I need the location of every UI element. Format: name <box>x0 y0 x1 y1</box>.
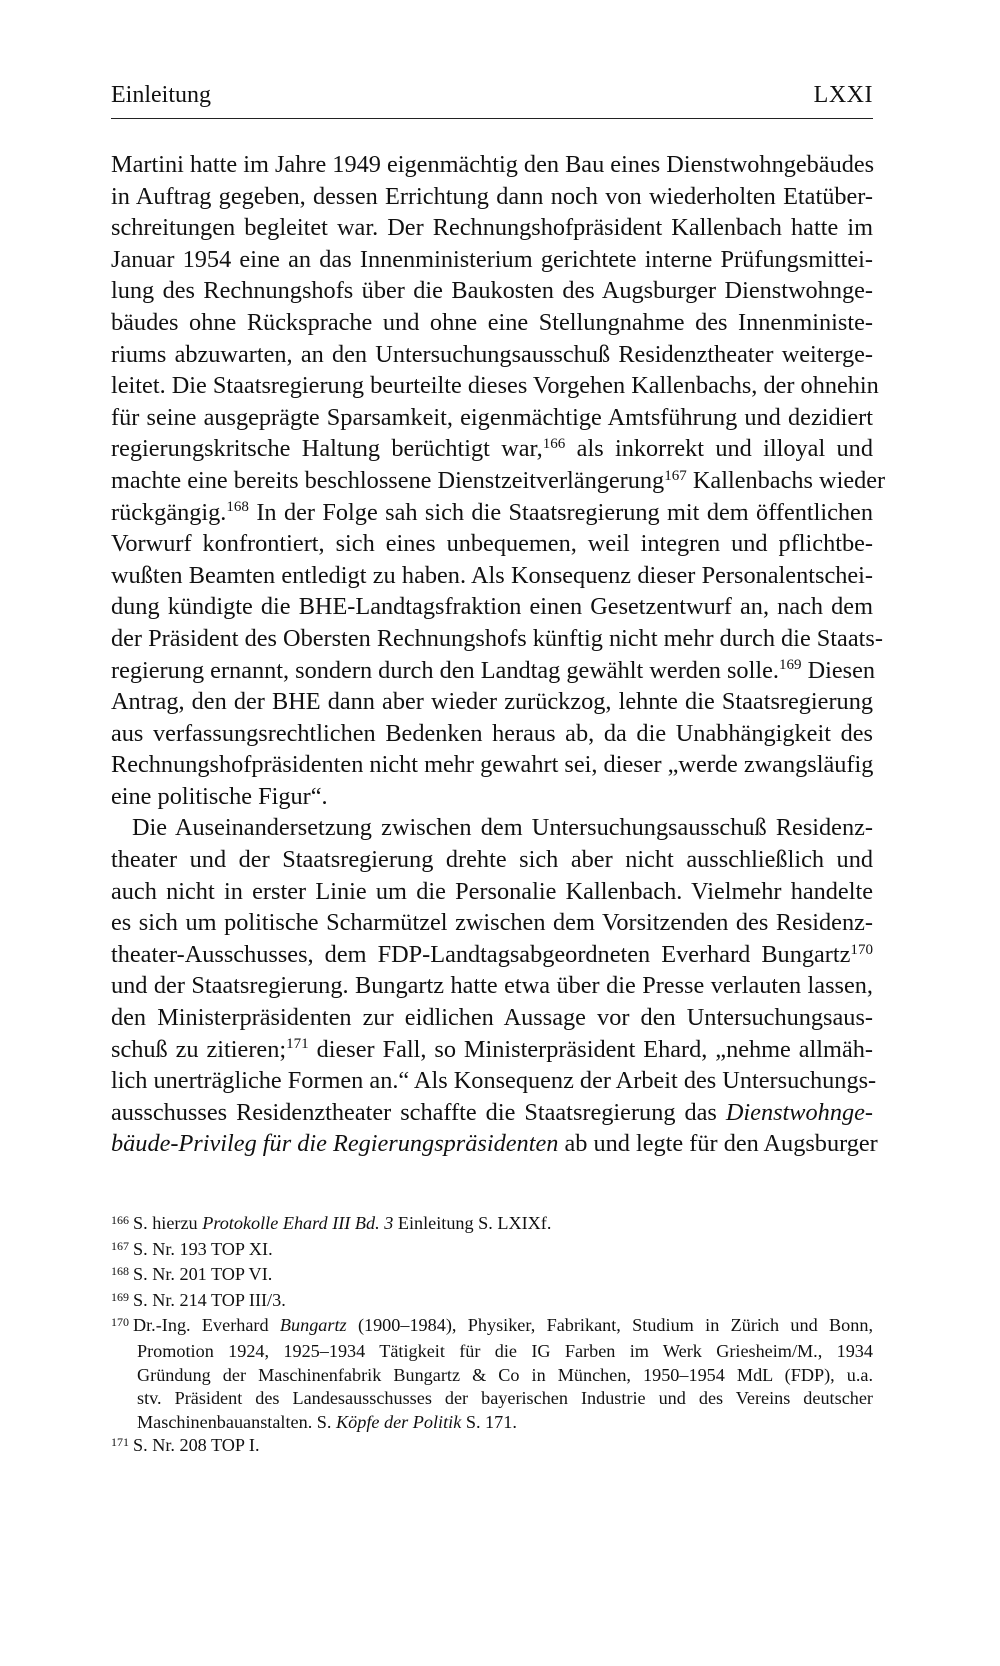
text-span: S. Nr. 214 TOP III/3. <box>133 1289 286 1310</box>
text-line <box>111 433 873 465</box>
text-line <box>111 1128 878 1160</box>
text-line: auch nicht in erster Linie um die Personalie Kallenbach. Vielmehr handelte <box>111 877 873 905</box>
text-line: riums abzuwarten, an den Untersuchungsausschuß Residenztheater weiterge- <box>111 340 873 368</box>
text-line: lich unerträgliche Formen an.“ Als Konsequenz der Arbeit des Untersuchungs- <box>111 1067 877 1095</box>
section-title: Einleitung <box>111 82 211 108</box>
text-span: als inkorrekt und illoyal und <box>565 435 873 463</box>
footnote-ref-171[interactable]: 171 <box>286 1036 309 1053</box>
text-line: eine politische Figur“. <box>111 782 328 810</box>
italic-span: bäude-Privileg für die Regierungspräsidenten <box>111 1130 559 1158</box>
text-line: lung des Rechnungshofs über die Baukosten des Augsburger Dienstwohnge- <box>111 277 873 305</box>
footnote-170-line <box>111 1411 873 1435</box>
text-line: schreitungen begleitet war. Der Rechnungshofpräsident Kallenbach hatte im <box>111 214 873 242</box>
footnote-170-line: Promotion 1924, 1925–1934 Tätigkeit für die IG Farben im Werk Griesheim/M., 1934 <box>137 1340 873 1361</box>
text-span: schuß zu zitieren; <box>111 1035 287 1063</box>
text-span: Diesen <box>801 656 876 684</box>
text-span: rückgängig. <box>111 498 227 526</box>
text-line: es sich um politische Scharmützel zwischen dem Vorsitzenden des Residenz- <box>111 909 873 937</box>
italic-span: Köpfe der Politik <box>336 1411 462 1432</box>
text-span: S. Nr. 193 TOP XI. <box>133 1238 273 1259</box>
footnote-ref-166[interactable]: 166 <box>542 436 566 453</box>
footnote-number: 170 <box>111 1315 129 1330</box>
footnote-166 <box>111 1212 873 1238</box>
page-number: LXXI <box>813 82 873 108</box>
footnote-ref-169[interactable]: 169 <box>778 657 802 674</box>
text-line: wußten Beamten entledigt zu haben. Als Konsequenz dieser Personalentschei- <box>111 561 873 589</box>
text-span: (1900–1984), Physiker, Fabrikant, Studium in Zürich und Bonn, <box>346 1315 874 1336</box>
text-line <box>111 939 873 971</box>
text-span: dieser Fall, so Ministerpräsident Ehard, „nehme allmäh- <box>308 1035 873 1063</box>
text-span: In der Folge sah sich die Staatsregierung mit dem öffentlichen <box>248 498 873 526</box>
footnote-169 <box>111 1289 873 1315</box>
text-span: Einleitung S. LXIXf. <box>393 1213 552 1233</box>
text-line: dung kündigte die BHE-Landtagsfraktion einen Gesetzentwurf an, nach dem <box>111 593 873 621</box>
footnote-170 <box>111 1314 873 1340</box>
italic-span: Bungartz <box>279 1315 347 1336</box>
footnote-number: 166 <box>111 1213 129 1227</box>
footnotes <box>111 1212 873 1460</box>
footnote-170-line: stv. Präsident des Landesausschusses der bayerischen Industrie und des Vereins deutscher <box>137 1388 873 1409</box>
text-span: theater-Ausschusses, dem FDP-Landtagsabgeordneten Everhard Bungartz <box>111 940 851 968</box>
footnote-170-line: Gründung der Maschinenfabrik Bungartz & Co in München, 1950–1954 MdL (FDP), u.a. <box>137 1364 873 1385</box>
footnote-ref-170[interactable]: 170 <box>850 941 873 958</box>
text-line: Rechnungshofpräsidenten nicht mehr gewahrt sei, dieser „werde zwangsläufig <box>111 751 874 779</box>
text-line: Martini hatte im Jahre 1949 eigenmächtig den Bau eines Dienstwohngebäudes <box>111 151 875 178</box>
text-line <box>111 1097 873 1129</box>
text-line: Antrag, den der BHE dann aber wieder zurückzog, lehnte die Staatsregierung <box>111 688 873 716</box>
footnote-number: 171 <box>111 1435 129 1450</box>
text-span: S. hierzu <box>133 1213 203 1233</box>
italic-span: Protokolle Ehard III Bd. 3 <box>202 1213 394 1233</box>
text-line: der Präsident des Obersten Rechnungshofs künftig nicht mehr durch die Staats- <box>111 624 883 652</box>
text-line: leitet. Die Staatsregierung beurteilte dieses Vorgehen Kallenbachs, der ohnehin <box>111 372 879 400</box>
text-line <box>111 497 873 529</box>
text-span: regierungskritsche Haltung berüchtigt war, <box>111 435 543 463</box>
italic-span: Dienstwohnge- <box>725 1098 873 1126</box>
text-span: ausschusses Residenztheater schaffte die Staatsregierung das <box>111 1098 726 1126</box>
footnote-number: 167 <box>111 1238 129 1253</box>
text-span: regierung ernannt, sondern durch den Landtag gewählt werden solle. <box>111 656 779 684</box>
text-line: aus verfassungsrechtlichen Bedenken heraus ab, da die Unabhängigkeit des <box>111 719 873 747</box>
text-span: Maschinenbauanstalten. S. <box>137 1411 337 1432</box>
text-line <box>111 1034 873 1066</box>
footnote-168 <box>111 1263 873 1289</box>
text-line: Januar 1954 eine an das Innenministerium gerichtete interne Prüfungsmittei- <box>111 245 873 273</box>
footnote-ref-168[interactable]: 168 <box>226 499 249 516</box>
text-line: in Auftrag gegeben, dessen Errichtung dann noch von wiederholten Etatüber- <box>111 182 873 210</box>
text-line: bäudes ohne Rücksprache und ohne eine Stellungnahme des Innenministe- <box>111 308 873 336</box>
footnote-ref-167[interactable]: 167 <box>664 467 687 484</box>
text-span: S. Nr. 201 TOP VI. <box>133 1264 273 1285</box>
footnote-171 <box>111 1434 873 1460</box>
text-line <box>111 655 876 687</box>
text-span: ab und legte für den Augsburger <box>558 1130 878 1158</box>
text-span: S. Nr. 208 TOP I. <box>133 1435 260 1456</box>
footnote-number: 169 <box>111 1289 129 1304</box>
text-span: Kallenbachs wieder <box>686 466 886 494</box>
footnote-number: 168 <box>111 1264 129 1279</box>
footnote-167 <box>111 1238 873 1264</box>
text-line: theater und der Staatsregierung drehte sich aber nicht ausschließlich und <box>111 846 873 874</box>
text-line: und der Staatsregierung. Bungartz hatte etwa über die Presse verlauten lassen, <box>111 972 873 1000</box>
text-span: machte eine bereits beschlossene Dienstzeitverlängerung <box>111 466 665 494</box>
text-span: Dr.-Ing. Everhard <box>133 1315 280 1336</box>
main-text <box>111 149 886 1160</box>
text-line: für seine ausgeprägte Sparsamkeit, eigenmächtige Amtsführung und dezidiert <box>111 403 873 431</box>
text-span: S. 171. <box>461 1411 517 1432</box>
text-line: den Ministerpräsidenten zur eidlichen Aussage vor den Untersuchungsaus- <box>111 1004 873 1032</box>
text-line: Vorwurf konfrontiert, sich eines unbequemen, weil integren und pflichtbe- <box>111 530 873 558</box>
text-line <box>111 465 886 497</box>
text-line: Die Auseinandersetzung zwischen dem Untersuchungsausschuß Residenz- <box>132 814 873 842</box>
running-header <box>111 82 873 119</box>
